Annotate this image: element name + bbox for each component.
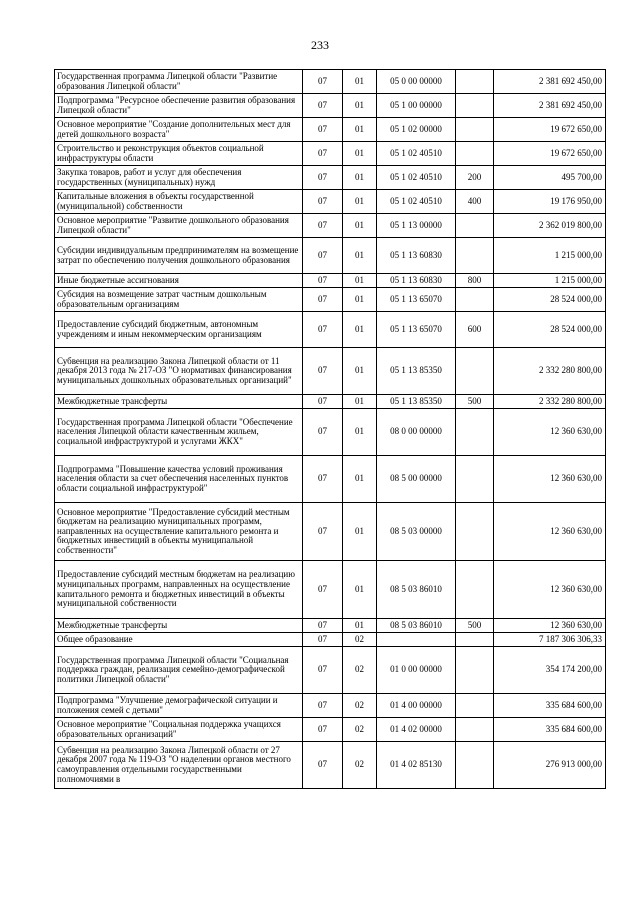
expense-type-code	[456, 94, 494, 118]
section-code: 07	[303, 503, 343, 561]
section-code: 07	[303, 166, 343, 190]
table-row	[55, 166, 606, 190]
section-code: 07	[303, 718, 343, 742]
section-code: 07	[303, 238, 343, 274]
subsection-code: 01	[343, 456, 377, 503]
expense-type-code	[456, 118, 494, 142]
budget-item-name: Предоставление субсидий местным бюджетам на реализацию муниципальных программ, направленных на осуществление капитального ремонта и бюджетных инвестиций в объекты муниципальной собственности	[55, 561, 303, 619]
amount-value: 28 524 000,00	[494, 312, 606, 348]
table-row	[55, 94, 606, 118]
amount-value: 12 360 630,00	[494, 561, 606, 619]
amount-value: 19 672 650,00	[494, 142, 606, 166]
section-code: 07	[303, 633, 343, 647]
budget-item-name: Основное мероприятие "Предоставление субсидий местным бюджетам на реализацию муниципальных программ, направленных на осуществление капитального ремонта и бюджетных инвестиций в объекты муниципальной собственности"	[55, 503, 303, 561]
amount-value: 2 381 692 450,00	[494, 94, 606, 118]
target-article-code: 05 0 00 00000	[377, 70, 456, 94]
budget-item-name: Межбюджетные трансферты	[55, 619, 303, 633]
amount-value: 335 684 600,00	[494, 694, 606, 718]
target-article-code: 05 1 13 65070	[377, 312, 456, 348]
expense-type-code: 600	[456, 312, 494, 348]
amount-value: 28 524 000,00	[494, 288, 606, 312]
budget-item-name: Иные бюджетные ассигнования	[55, 274, 303, 288]
table-row	[55, 274, 606, 288]
table-row	[55, 190, 606, 214]
budget-item-name: Субвенция на реализацию Закона Липецкой области от 27 декабря 2007 года № 119-ОЗ "О наделении органов местного самоуправления отдельными государственными полномочиями в	[55, 742, 303, 789]
section-code: 07	[303, 142, 343, 166]
expense-type-code: 200	[456, 166, 494, 190]
page-number: 233	[311, 38, 329, 52]
target-article-code: 08 5 00 00000	[377, 456, 456, 503]
amount-value: 19 672 650,00	[494, 118, 606, 142]
budget-item-name: Подпрограмма "Повышение качества условий проживания населения области за счет обеспечения населенных пунктов области социальной инфраструктурой"	[55, 456, 303, 503]
subsection-code: 01	[343, 619, 377, 633]
budget-item-name: Подпрограмма "Ресурсное обеспечение развития образования Липецкой области"	[55, 94, 303, 118]
budget-item-name: Государственная программа Липецкой области "Социальная поддержка граждан, реализация семейно-демографической политики Липецкой области"	[55, 647, 303, 694]
amount-value: 19 176 950,00	[494, 190, 606, 214]
amount-value: 12 360 630,00	[494, 456, 606, 503]
target-article-code: 01 4 02 85130	[377, 742, 456, 789]
subsection-code: 02	[343, 718, 377, 742]
table-row	[55, 348, 606, 395]
table-row	[55, 619, 606, 633]
table-row	[55, 633, 606, 647]
table-row	[55, 647, 606, 694]
expense-type-code	[456, 503, 494, 561]
subsection-code: 01	[343, 214, 377, 238]
expense-type-code: 800	[456, 274, 494, 288]
budget-item-name: Закупка товаров, работ и услуг для обеспечения государственных (муниципальных) нужд	[55, 166, 303, 190]
target-article-code: 05 1 13 85350	[377, 348, 456, 395]
expense-type-code: 500	[456, 619, 494, 633]
target-article-code: 05 1 02 40510	[377, 142, 456, 166]
expense-type-code	[456, 142, 494, 166]
budget-table-body	[55, 70, 606, 789]
subsection-code: 01	[343, 238, 377, 274]
subsection-code: 01	[343, 409, 377, 456]
target-article-code: 05 1 02 40510	[377, 166, 456, 190]
subsection-code: 01	[343, 190, 377, 214]
amount-value: 2 332 280 800,00	[494, 348, 606, 395]
subsection-code: 02	[343, 742, 377, 789]
subsection-code: 01	[343, 142, 377, 166]
amount-value: 12 360 630,00	[494, 619, 606, 633]
target-article-code	[377, 633, 456, 647]
target-article-code: 05 1 13 85350	[377, 395, 456, 409]
budget-item-name: Субсидии индивидуальным предпринимателям на возмещение затрат по обеспечению получения дошкольного образования	[55, 238, 303, 274]
target-article-code: 05 1 13 00000	[377, 214, 456, 238]
expense-type-code	[456, 288, 494, 312]
section-code: 07	[303, 395, 343, 409]
target-article-code: 05 1 13 65070	[377, 288, 456, 312]
section-code: 07	[303, 214, 343, 238]
expense-type-code: 400	[456, 190, 494, 214]
expense-type-code	[456, 456, 494, 503]
expense-type-code	[456, 718, 494, 742]
table-row	[55, 142, 606, 166]
amount-value: 2 362 019 800,00	[494, 214, 606, 238]
target-article-code: 01 4 02 00000	[377, 718, 456, 742]
table-row	[55, 288, 606, 312]
table-row	[55, 118, 606, 142]
budget-item-name: Строительство и реконструкция объектов социальной инфраструктуры области	[55, 142, 303, 166]
amount-value: 2 381 692 450,00	[494, 70, 606, 94]
budget-item-name: Государственная программа Липецкой области "Развитие образования Липецкой области"	[55, 70, 303, 94]
target-article-code: 05 1 02 00000	[377, 118, 456, 142]
budget-item-name: Капитальные вложения в объекты государственной (муниципальной) собственности	[55, 190, 303, 214]
amount-value: 12 360 630,00	[494, 409, 606, 456]
amount-value: 12 360 630,00	[494, 503, 606, 561]
target-article-code: 01 0 00 00000	[377, 647, 456, 694]
budget-item-name: Основное мероприятие "Социальная поддержка учащихся образовательных организаций"	[55, 718, 303, 742]
budget-item-name: Предоставление субсидий бюджетным, автономным учреждениям и иным некоммерческим организациям	[55, 312, 303, 348]
expense-type-code: 500	[456, 395, 494, 409]
section-code: 07	[303, 348, 343, 395]
budget-item-name: Общее образование	[55, 633, 303, 647]
target-article-code: 05 1 00 00000	[377, 94, 456, 118]
expense-type-code	[456, 742, 494, 789]
subsection-code: 02	[343, 694, 377, 718]
target-article-code: 08 5 03 86010	[377, 619, 456, 633]
section-code: 07	[303, 619, 343, 633]
section-code: 07	[303, 190, 343, 214]
target-article-code: 05 1 13 60830	[377, 238, 456, 274]
expense-type-code	[456, 694, 494, 718]
table-row	[55, 503, 606, 561]
table-row	[55, 561, 606, 619]
table-row	[55, 456, 606, 503]
expense-type-code	[456, 647, 494, 694]
expense-type-code	[456, 214, 494, 238]
subsection-code: 01	[343, 70, 377, 94]
target-article-code: 05 1 13 60830	[377, 274, 456, 288]
table-row	[55, 395, 606, 409]
target-article-code: 08 5 03 00000	[377, 503, 456, 561]
amount-value: 7 187 306 306,33	[494, 633, 606, 647]
section-code: 07	[303, 312, 343, 348]
subsection-code: 01	[343, 118, 377, 142]
section-code: 07	[303, 288, 343, 312]
budget-item-name: Субсидия на возмещение затрат частным дошкольным образовательным организациям	[55, 288, 303, 312]
subsection-code: 01	[343, 561, 377, 619]
section-code: 07	[303, 647, 343, 694]
budget-item-name: Основное мероприятие "Создание дополнительных мест для детей дошкольного возраста"	[55, 118, 303, 142]
section-code: 07	[303, 694, 343, 718]
subsection-code: 01	[343, 395, 377, 409]
section-code: 07	[303, 456, 343, 503]
table-row	[55, 742, 606, 789]
table-row	[55, 409, 606, 456]
budget-item-name: Подпрограмма "Улучшение демографической ситуации и положения семей с детьми"	[55, 694, 303, 718]
amount-value: 2 332 280 800,00	[494, 395, 606, 409]
subsection-code: 02	[343, 647, 377, 694]
section-code: 07	[303, 561, 343, 619]
amount-value: 276 913 000,00	[494, 742, 606, 789]
amount-value: 1 215 000,00	[494, 238, 606, 274]
budget-table	[54, 69, 606, 789]
budget-item-name: Субвенция на реализацию Закона Липецкой области от 11 декабря 2013 года № 217-ОЗ "О нормативах финансирования муниципальных дошкольных образовательных организаций"	[55, 348, 303, 395]
target-article-code: 08 5 03 86010	[377, 561, 456, 619]
subsection-code: 01	[343, 274, 377, 288]
expense-type-code	[456, 633, 494, 647]
amount-value: 354 174 200,00	[494, 647, 606, 694]
expense-type-code	[456, 238, 494, 274]
table-row	[55, 718, 606, 742]
table-row	[55, 214, 606, 238]
expense-type-code	[456, 348, 494, 395]
target-article-code: 08 0 00 00000	[377, 409, 456, 456]
section-code: 07	[303, 742, 343, 789]
table-row	[55, 694, 606, 718]
section-code: 07	[303, 274, 343, 288]
budget-item-name: Государственная программа Липецкой области "Обеспечение населения Липецкой области качественным жильем, социальной инфраструктурой и услугами ЖКХ"	[55, 409, 303, 456]
section-code: 07	[303, 118, 343, 142]
target-article-code: 05 1 02 40510	[377, 190, 456, 214]
amount-value: 335 684 600,00	[494, 718, 606, 742]
expense-type-code	[456, 70, 494, 94]
section-code: 07	[303, 409, 343, 456]
table-row	[55, 238, 606, 274]
expense-type-code	[456, 561, 494, 619]
budget-item-name: Межбюджетные трансферты	[55, 395, 303, 409]
expense-type-code	[456, 409, 494, 456]
amount-value: 495 700,00	[494, 166, 606, 190]
subsection-code: 01	[343, 312, 377, 348]
table-row	[55, 70, 606, 94]
target-article-code: 01 4 00 00000	[377, 694, 456, 718]
budget-item-name: Основное мероприятие "Развитие дошкольного образования Липецкой области"	[55, 214, 303, 238]
amount-value: 1 215 000,00	[494, 274, 606, 288]
table-row	[55, 312, 606, 348]
subsection-code: 01	[343, 348, 377, 395]
subsection-code: 01	[343, 166, 377, 190]
section-code: 07	[303, 70, 343, 94]
subsection-code: 01	[343, 94, 377, 118]
subsection-code: 01	[343, 503, 377, 561]
subsection-code: 01	[343, 288, 377, 312]
subsection-code: 02	[343, 633, 377, 647]
section-code: 07	[303, 94, 343, 118]
